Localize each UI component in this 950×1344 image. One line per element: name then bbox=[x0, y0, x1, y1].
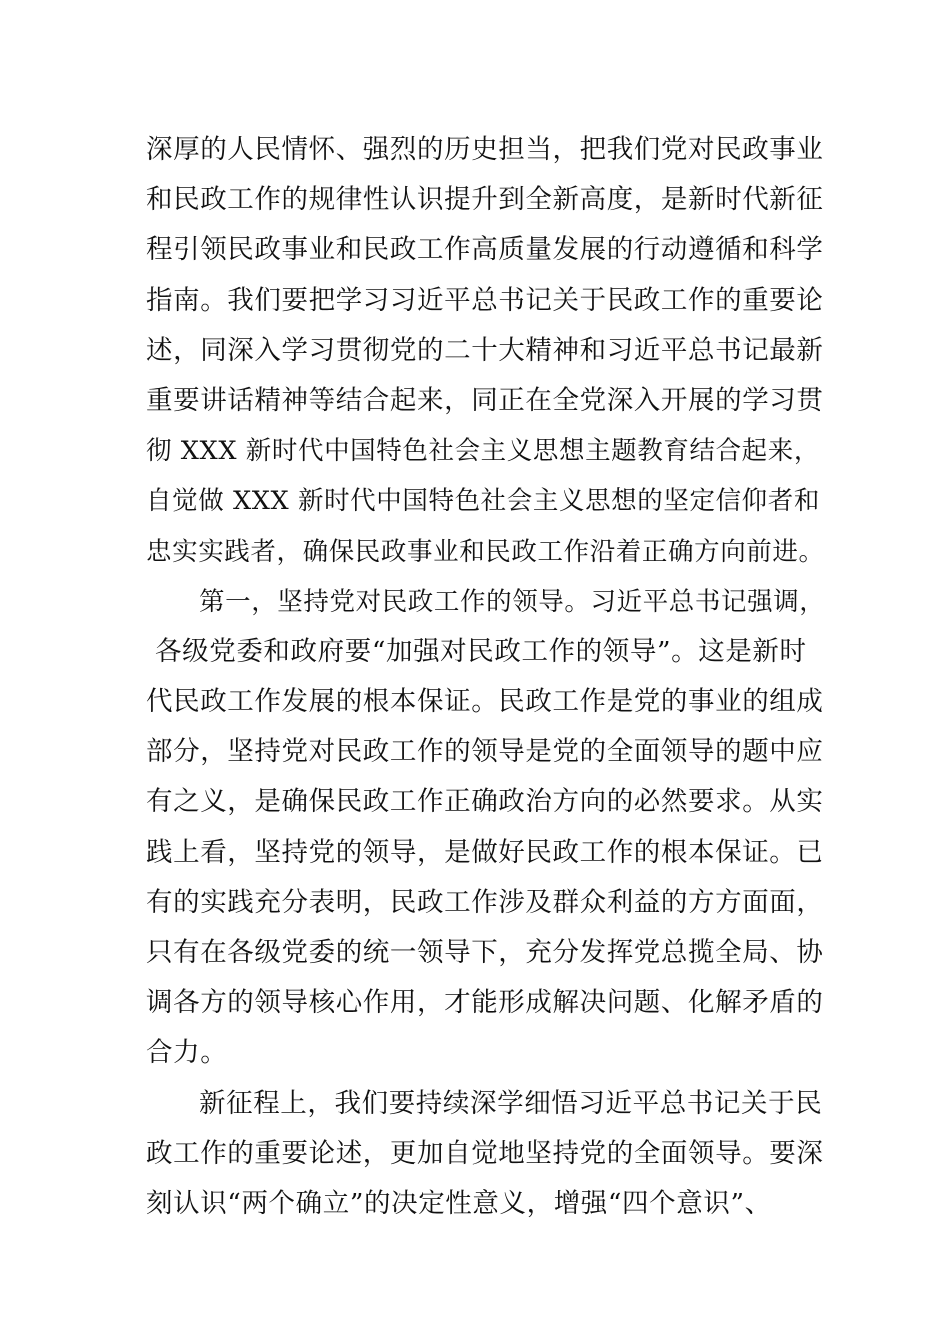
text-line: 政工作的重要论述，更加自觉地坚持党的全面领导。要深 bbox=[146, 1137, 824, 1169]
text-line: 重要讲话精神等结合起来，同正在全党深入开展的学习贯 bbox=[146, 384, 824, 416]
text-line: 忠实实践者，确保民政事业和民政工作沿着正确方向前进。 bbox=[146, 536, 825, 567]
text-line: 程引领民政事业和民政工作高质量发展的行动遵循和科学 bbox=[146, 234, 824, 266]
text-line: 践上看，坚持党的领导，是做好民政工作的根本保证。已 bbox=[146, 836, 824, 868]
text-line: 代民政工作发展的根本保证。民政工作是党的事业的组成 bbox=[146, 686, 824, 718]
text-line: 自觉做 XXX 新时代中国特色社会主义思想的坚定信仰者和 bbox=[146, 486, 820, 517]
text-line: 述，同深入学习贯彻党的二十大精神和习近平总书记最新 bbox=[146, 334, 824, 366]
text-line: 有的实践充分表明，民政工作涉及群众利益的方方面面， bbox=[146, 886, 824, 918]
text-line: 彻 XXX 新时代中国特色社会主义思想主题教育结合起来， bbox=[146, 436, 820, 467]
text-line: 深厚的人民情怀、强烈的历史担当，把我们党对民政事业 bbox=[146, 134, 824, 165]
text-line: 刻认识“两个确立”的决定性意义，增强“四个意识”、 bbox=[146, 1187, 772, 1219]
text-line: 和民政工作的规律性认识提升到全新高度，是新时代新征 bbox=[146, 184, 824, 216]
text-line: 调各方的领导核心作用，才能形成解决问题、化解矛盾的 bbox=[146, 987, 824, 1019]
document-body bbox=[0, 125, 950, 1229]
text-line: 有之义，是确保民政工作正确政治方向的必然要求。从实 bbox=[146, 786, 824, 818]
text-line: 合力。 bbox=[146, 1037, 228, 1069]
text-line: 新征程上，我们要持续深学细悟习近平总书记关于民 bbox=[199, 1087, 823, 1119]
text-line: 部分，坚持党对民政工作的领导是党的全面领导的题中应 bbox=[146, 736, 824, 768]
text-line: 指南。我们要把学习习近平总书记关于民政工作的重要论 bbox=[146, 284, 824, 316]
text-line: 只有在各级党委的统一领导下，充分发挥党总揽全局、协 bbox=[146, 937, 824, 968]
text-line: 各级党委和政府要“加强对民政工作的领导”。这是新时 bbox=[146, 635, 807, 667]
text-line: 第一，坚持党对民政工作的领导。习近平总书记强调， bbox=[199, 586, 826, 617]
